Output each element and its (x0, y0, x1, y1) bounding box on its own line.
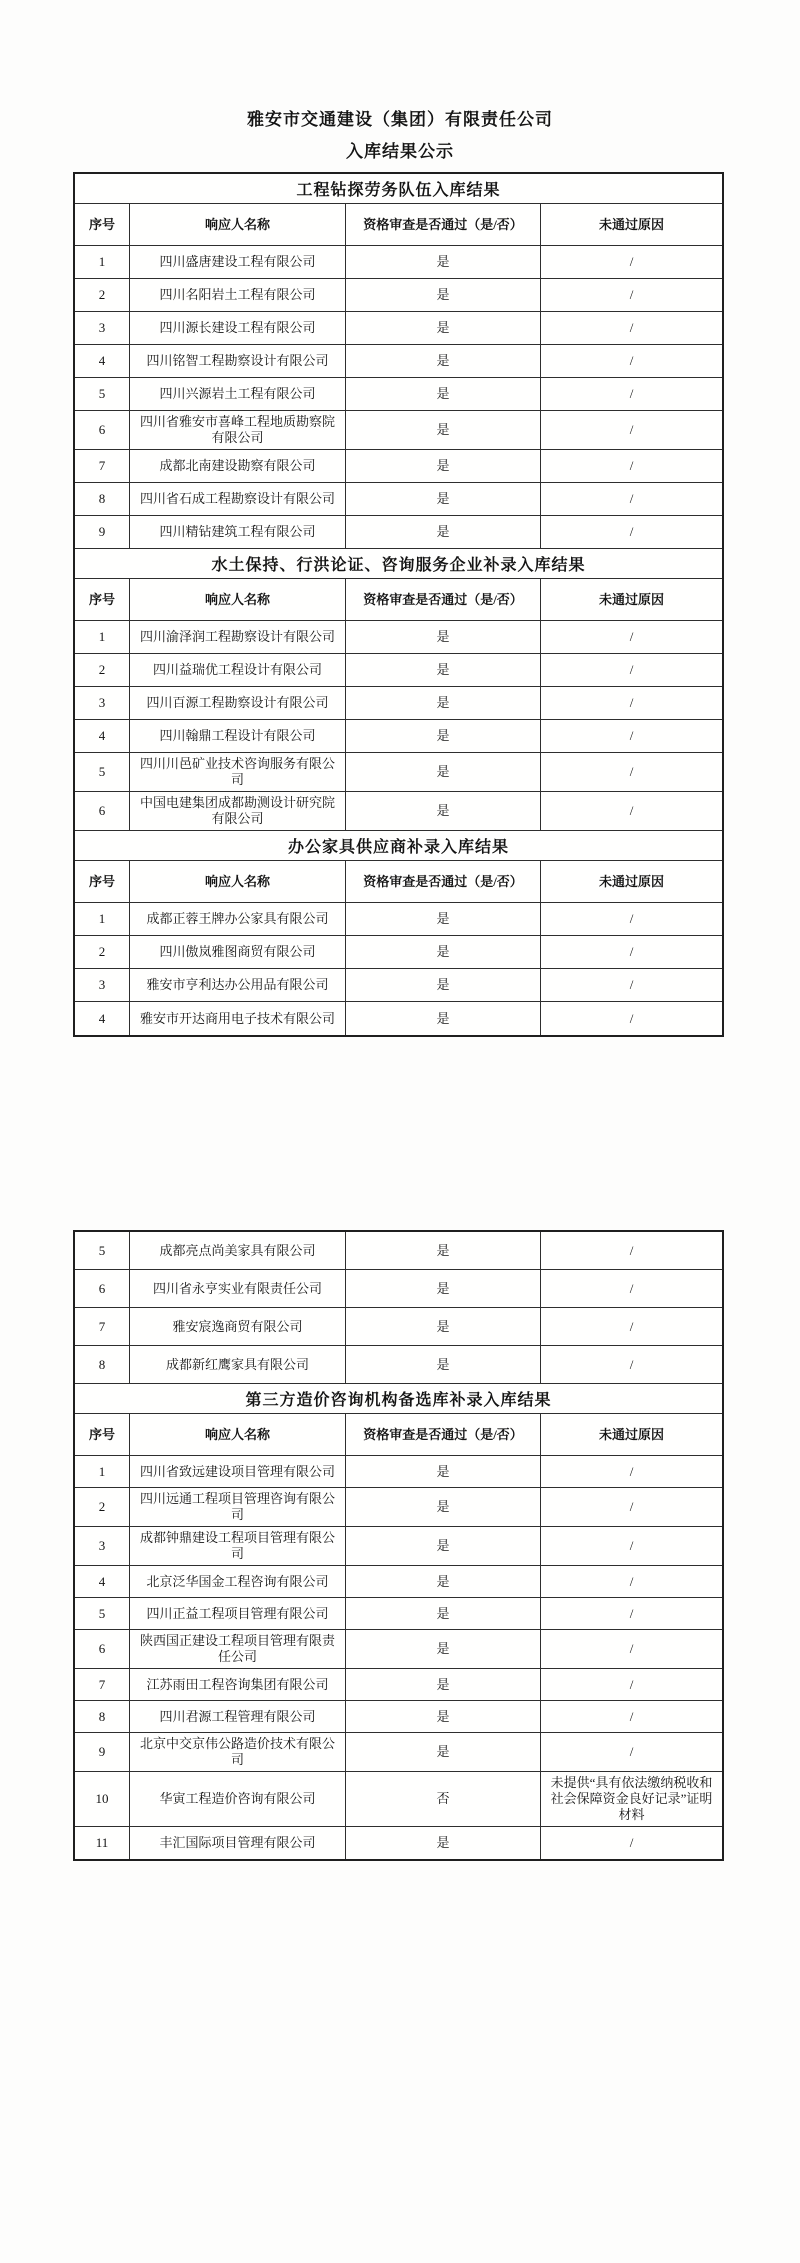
cell-name: 丰汇国际项目管理有限公司 (130, 1827, 346, 1859)
cell-reason: / (541, 720, 722, 753)
cell-name: 成都亮点尚美家具有限公司 (130, 1232, 346, 1270)
cell-reason: / (541, 1346, 722, 1384)
cell-seq: 2 (75, 1488, 130, 1527)
cell-seq: 3 (75, 969, 130, 1002)
table-row (75, 1346, 722, 1384)
table-row (75, 936, 722, 969)
cell-name: 四川百源工程勘察设计有限公司 (130, 687, 346, 720)
cell-pass: 是 (346, 1701, 541, 1733)
cell-reason: / (541, 1270, 722, 1308)
table-row (75, 1827, 722, 1859)
cell-reason: / (541, 1701, 722, 1733)
cell-seq: 1 (75, 1456, 130, 1488)
header-cell-name: 响应人名称 (130, 204, 346, 246)
cell-pass: 是 (346, 1488, 541, 1527)
cell-pass: 是 (346, 345, 541, 378)
table-row (75, 411, 722, 450)
cell-reason: / (541, 279, 722, 312)
cell-pass: 是 (346, 1669, 541, 1701)
cell-reason: / (541, 516, 722, 549)
table-row (75, 1772, 722, 1827)
cell-name: 北京中交京伟公路造价技术有限公司 (130, 1733, 346, 1772)
cell-reason: / (541, 1669, 722, 1701)
table-row (75, 621, 722, 654)
cell-seq: 4 (75, 720, 130, 753)
cell-reason: / (541, 450, 722, 483)
cell-name: 四川省永亨实业有限责任公司 (130, 1270, 346, 1308)
cell-name: 北京泛华国金工程咨询有限公司 (130, 1566, 346, 1598)
cell-reason: / (541, 1232, 722, 1270)
cell-seq: 4 (75, 1002, 130, 1035)
cell-name: 四川兴源岩土工程有限公司 (130, 378, 346, 411)
column-header-row (75, 861, 722, 903)
cell-name: 中国电建集团成都勘测设计研究院有限公司 (130, 792, 346, 831)
cell-seq: 7 (75, 1669, 130, 1701)
cell-reason: / (629, 1010, 634, 1026)
doc-title-line1: 雅安市交通建设（集团）有限责任公司 (247, 110, 553, 129)
table-row (75, 1270, 722, 1308)
cell-name: 四川精钻建筑工程有限公司 (130, 516, 346, 549)
cell-pass: 是 (346, 903, 541, 936)
cell-reason: / (541, 1488, 722, 1527)
cell-reason: / (541, 378, 722, 411)
cell-name: 成都北南建设勘察有限公司 (130, 450, 346, 483)
cell-name: 四川省致远建设项目管理有限公司 (130, 1456, 346, 1488)
header-cell-seq: 序号 (75, 579, 130, 621)
table-row (75, 1456, 722, 1488)
cell-name: 陕西国正建设工程项目管理有限责任公司 (130, 1630, 346, 1669)
cell-reason: / (541, 621, 722, 654)
table-row (75, 312, 722, 345)
cell-reason: / (541, 345, 722, 378)
results-table-page1 (73, 172, 724, 1037)
table-row (75, 1566, 722, 1598)
cell-pass: 是 (346, 450, 541, 483)
table-row (75, 1701, 722, 1733)
cell-reason: / (541, 246, 722, 279)
cell-reason: / (541, 903, 722, 936)
cell-reason: / (541, 1566, 722, 1598)
table-row (75, 1669, 722, 1701)
cell-pass: 是 (346, 246, 541, 279)
cell-seq: 6 (75, 1630, 130, 1669)
cell-name: 四川远通工程项目管理咨询有限公司 (130, 1488, 346, 1527)
cell-seq: 8 (75, 1346, 130, 1384)
cell-pass: 是 (346, 1827, 541, 1859)
table-row (75, 903, 722, 936)
cell-name: 四川正益工程项目管理有限公司 (130, 1598, 346, 1630)
cell-reason: / (541, 654, 722, 687)
section-title: 水土保持、行洪论证、咨询服务企业补录入库结果 (75, 549, 722, 579)
cell-reason: / (629, 1835, 634, 1850)
table-row (75, 969, 722, 1002)
cell-pass: 是 (346, 1270, 541, 1308)
table-row (75, 450, 722, 483)
cell-pass: 是 (346, 279, 541, 312)
table-row (75, 1630, 722, 1669)
header-cell-reason: 未通过原因 (541, 861, 722, 903)
cell-pass: 是 (346, 1308, 541, 1346)
table-row (75, 1733, 722, 1772)
table-row (75, 1308, 722, 1346)
cell-seq: 9 (75, 1733, 130, 1772)
cell-seq: 4 (75, 345, 130, 378)
section-title: 第三方造价咨询机构备选库补录入库结果 (75, 1384, 722, 1414)
cell-name: 四川名阳岩土工程有限公司 (130, 279, 346, 312)
table-row (75, 1002, 722, 1035)
cell-pass: 是 (346, 792, 541, 831)
cell-name: 四川省石成工程勘察设计有限公司 (130, 483, 346, 516)
cell-pass: 是 (346, 411, 541, 450)
cell-reason: / (541, 753, 722, 792)
cell-reason: / (541, 411, 722, 450)
cell-reason: / (541, 936, 722, 969)
results-table-page2 (73, 1230, 724, 1861)
cell-pass: 是 (346, 936, 541, 969)
doc-title-line2: 入库结果公示 (346, 142, 454, 161)
cell-reason: 未提供“具有依法缴纳税收和社会保障资金良好记录”证明材料 (541, 1772, 722, 1827)
cell-name: 四川君源工程管理有限公司 (130, 1701, 346, 1733)
cell-seq: 1 (75, 621, 130, 654)
cell-reason: / (541, 792, 722, 831)
table-row (75, 378, 722, 411)
section-title: 工程钻探劳务队伍入库结果 (75, 174, 722, 204)
cell-pass: 是 (346, 1232, 541, 1270)
table-row (75, 516, 722, 549)
cell-seq: 6 (75, 1270, 130, 1308)
cell-name: 四川川邑矿业技术咨询服务有限公司 (130, 753, 346, 792)
cell-name: 四川翰鼎工程设计有限公司 (130, 720, 346, 753)
cell-seq: 8 (75, 483, 130, 516)
cell-name: 四川盛唐建设工程有限公司 (130, 246, 346, 279)
cell-pass: 是 (346, 1527, 541, 1566)
cell-seq: 1 (75, 246, 130, 279)
cell-pass: 是 (346, 654, 541, 687)
cell-name: 江苏雨田工程咨询集团有限公司 (130, 1669, 346, 1701)
cell-reason: / (541, 969, 722, 1002)
cell-pass: 是 (346, 1598, 541, 1630)
cell-reason: / (541, 483, 722, 516)
table-row (75, 720, 722, 753)
table-row (75, 1598, 722, 1630)
cell-pass: 是 (346, 969, 541, 1002)
cell-name: 四川渝泽润工程勘察设计有限公司 (130, 621, 346, 654)
cell-seq: 8 (75, 1701, 130, 1733)
table-row (75, 654, 722, 687)
cell-seq: 7 (75, 450, 130, 483)
cell-reason: / (541, 1308, 722, 1346)
cell-pass: 是 (346, 516, 541, 549)
header-cell-seq: 序号 (75, 1414, 130, 1456)
column-header-row (75, 579, 722, 621)
cell-name: 成都新红鹰家具有限公司 (130, 1346, 346, 1384)
header-cell-reason: 未通过原因 (541, 579, 722, 621)
cell-pass: 是 (346, 720, 541, 753)
cell-pass: 是 (346, 1566, 541, 1598)
cell-seq: 3 (75, 687, 130, 720)
cell-name: 雅安市开达商用电子技术有限公司 (130, 1002, 346, 1035)
cell-pass: 是 (346, 687, 541, 720)
cell-name: 四川铭智工程勘察设计有限公司 (130, 345, 346, 378)
table-row (75, 483, 722, 516)
cell-name: 成都正蓉王牌办公家具有限公司 (130, 903, 346, 936)
header-cell-reason: 未通过原因 (541, 1414, 722, 1456)
cell-name: 四川源长建设工程有限公司 (130, 312, 346, 345)
cell-name: 成都钟鼎建设工程项目管理有限公司 (130, 1527, 346, 1566)
header-cell-reason: 未通过原因 (541, 204, 722, 246)
cell-seq: 5 (75, 753, 130, 792)
cell-seq: 3 (75, 312, 130, 345)
cell-pass: 否 (346, 1772, 541, 1827)
cell-pass: 是 (346, 1733, 541, 1772)
header-cell-pass: 资格审查是否通过（是/否） (346, 579, 541, 621)
cell-name: 四川益瑞优工程设计有限公司 (130, 654, 346, 687)
cell-reason: / (541, 687, 722, 720)
cell-pass: 是 (346, 312, 541, 345)
cell-pass: 是 (346, 753, 541, 792)
table-row (75, 279, 722, 312)
cell-reason: / (541, 1456, 722, 1488)
cell-seq: 11 (75, 1827, 130, 1859)
cell-seq: 2 (75, 654, 130, 687)
table-row (75, 1232, 722, 1270)
cell-pass: 是 (346, 378, 541, 411)
cell-seq: 3 (75, 1527, 130, 1566)
document-title (0, 104, 800, 168)
header-cell-name: 响应人名称 (130, 1414, 346, 1456)
cell-seq: 2 (75, 279, 130, 312)
cell-name: 雅安市亨利达办公用品有限公司 (130, 969, 346, 1002)
cell-pass: 是 (346, 1456, 541, 1488)
cell-seq: 2 (75, 936, 130, 969)
table-row (75, 753, 722, 792)
cell-seq: 4 (75, 1566, 130, 1598)
header-cell-pass: 资格审查是否通过（是/否） (346, 861, 541, 903)
table-row (75, 1527, 722, 1566)
cell-seq: 7 (75, 1308, 130, 1346)
cell-pass: 是 (346, 1346, 541, 1384)
header-cell-pass: 资格审查是否通过（是/否） (346, 204, 541, 246)
cell-seq: 1 (75, 903, 130, 936)
cell-name: 雅安宸逸商贸有限公司 (130, 1308, 346, 1346)
cell-name: 四川省雅安市喜峰工程地质勘察院有限公司 (130, 411, 346, 450)
cell-name: 四川傲岚雅图商贸有限公司 (130, 936, 346, 969)
header-cell-seq: 序号 (75, 204, 130, 246)
header-cell-name: 响应人名称 (130, 861, 346, 903)
section-title: 办公家具供应商补录入库结果 (75, 831, 722, 861)
cell-name: 华寅工程造价咨询有限公司 (130, 1772, 346, 1827)
cell-seq: 9 (75, 516, 130, 549)
cell-seq: 6 (75, 792, 130, 831)
table-row (75, 792, 722, 831)
table-row (75, 1488, 722, 1527)
column-header-row (75, 204, 722, 246)
column-header-row (75, 1414, 722, 1456)
cell-seq: 5 (75, 1232, 130, 1270)
cell-pass: 是 (346, 1630, 541, 1669)
cell-reason: / (541, 312, 722, 345)
cell-reason: / (541, 1598, 722, 1630)
cell-pass: 是 (346, 483, 541, 516)
cell-reason: / (541, 1527, 722, 1566)
table-row (75, 246, 722, 279)
header-cell-seq: 序号 (75, 861, 130, 903)
header-cell-name: 响应人名称 (130, 579, 346, 621)
cell-reason: / (541, 1630, 722, 1669)
table-row (75, 687, 722, 720)
cell-seq: 6 (75, 411, 130, 450)
header-cell-pass: 资格审查是否通过（是/否） (346, 1414, 541, 1456)
cell-seq: 5 (75, 1598, 130, 1630)
cell-pass: 是 (346, 1002, 541, 1035)
cell-reason: / (541, 1733, 722, 1772)
table-row (75, 345, 722, 378)
cell-seq: 5 (75, 378, 130, 411)
cell-seq: 10 (75, 1772, 130, 1827)
cell-pass: 是 (346, 621, 541, 654)
